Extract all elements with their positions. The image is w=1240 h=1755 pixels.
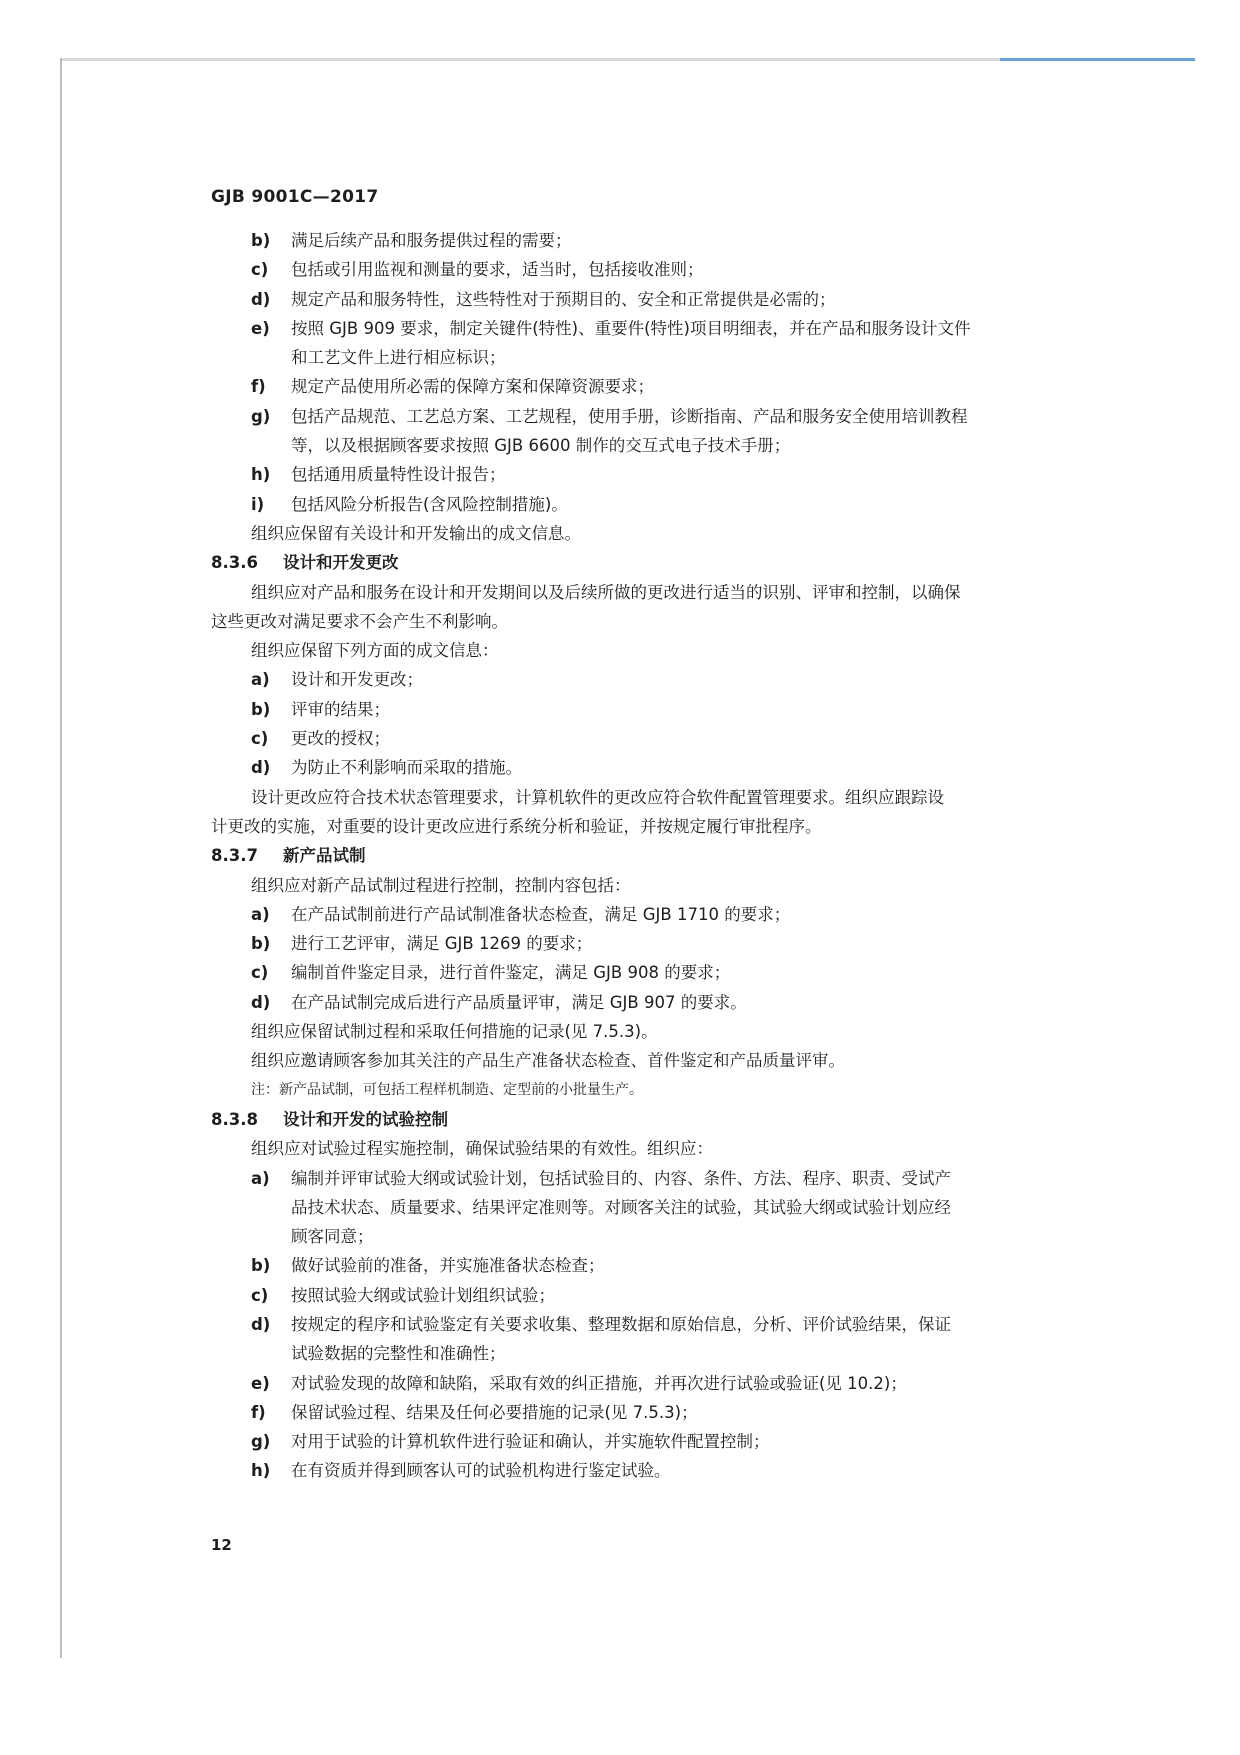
- list-item: [211, 958, 1091, 987]
- list-item-text: [291, 1427, 1091, 1456]
- list-item-line: 包括通用质量特性设计报告；: [291, 465, 506, 485]
- list-item-text: [291, 1456, 1091, 1485]
- list-item-text: [291, 665, 1091, 694]
- list-item-text: [291, 1281, 1091, 1310]
- list-item-label: a): [251, 904, 270, 924]
- section-heading-8-3-8: [211, 1105, 1091, 1134]
- list-item-line: 在产品试制完成后进行产品质量评审，满足 GJB 907 的要求。: [291, 992, 747, 1012]
- section-title: 设计和开发更改: [283, 553, 399, 573]
- list-item-text: [291, 314, 1091, 373]
- page-content: [211, 226, 1091, 1486]
- paragraph: 组织应保留有关设计和开发输出的成文信息。: [251, 523, 581, 543]
- list-item-label: a): [251, 670, 270, 690]
- list-item: [211, 900, 1091, 929]
- list-item-text: [291, 1164, 1091, 1252]
- list-item-text: [291, 1251, 1091, 1280]
- list-item-label: e): [251, 1373, 270, 1393]
- list-item-line: 在产品试制前进行产品试制准备状态检查，满足 GJB 1710 的要求；: [291, 904, 791, 924]
- list-item-label: b): [251, 1256, 271, 1276]
- list-item-text: [291, 226, 1091, 255]
- list-item-label: d): [251, 289, 271, 309]
- list-item-line: 包括风险分析报告(含风险控制措施)。: [291, 494, 568, 514]
- scan-top-accent: [1000, 58, 1195, 61]
- list-item-line: 和工艺文件上进行相应标识；: [291, 348, 506, 368]
- list-item-line: 规定产品和服务特性，这些特性对于预期目的、安全和正常提供是必需的；: [291, 289, 836, 309]
- list-item-text: [291, 1398, 1091, 1427]
- paragraph-line: 设计更改应符合技术状态管理要求，计算机软件的更改应符合软件配置管理要求。组织应跟踪设: [251, 787, 944, 807]
- list-item-line: 编制首件鉴定目录，进行首件鉴定，满足 GJB 908 的要求；: [291, 963, 731, 983]
- list-item: [211, 724, 1091, 753]
- paragraph: 组织应保留试制过程和采取任何措施的记录(见 7.5.3)。: [251, 1022, 658, 1042]
- list-item: [211, 402, 1091, 461]
- list-item: [211, 285, 1091, 314]
- list-item: [211, 460, 1091, 489]
- paragraph: 组织应对新产品试制过程进行控制，控制内容包括：: [251, 875, 631, 895]
- paragraph-line: 计更改的实施，对重要的设计更改应进行系统分析和验证，并按规定履行审批程序。: [211, 816, 822, 836]
- list-item: [211, 255, 1091, 284]
- list-item-label: g): [251, 1432, 271, 1452]
- section-title: 设计和开发的试验控制: [283, 1109, 448, 1129]
- list-item-line: 按规定的程序和试验鉴定有关要求收集、整理数据和原始信息，分析、评价试验结果，保证: [291, 1314, 951, 1334]
- list-item-label: b): [251, 699, 271, 719]
- paragraph: 组织应邀请顾客参加其关注的产品生产准备状态检查、首件鉴定和产品质量评审。: [251, 1051, 845, 1071]
- list-item: [211, 929, 1091, 958]
- list-item-label: g): [251, 406, 271, 426]
- list-item: [211, 1281, 1091, 1310]
- list-item-label: i): [251, 494, 265, 514]
- scan-left-border: [60, 58, 62, 1658]
- list-item: [211, 695, 1091, 724]
- list-item-line: 包括产品规范、工艺总方案、工艺规程，使用手册，诊断指南、产品和服务安全使用培训教程: [291, 406, 968, 426]
- list-item-label: c): [251, 963, 269, 983]
- list-item-text: [291, 490, 1091, 519]
- list-item-text: [291, 724, 1091, 753]
- list-item-line: 品技术状态、质量要求、结果评定准则等。对顾客关注的试验，其试验大纲或试验计划应经: [291, 1197, 951, 1217]
- change-info-list: [211, 665, 1091, 782]
- list-item: [211, 1456, 1091, 1485]
- list-item: [211, 665, 1091, 694]
- list-item-text: [291, 460, 1091, 489]
- section-number: 8.3.6: [211, 553, 258, 573]
- paragraph: 组织应保留下列方面的成文信息：: [251, 641, 499, 661]
- list-item-label: b): [251, 231, 271, 250]
- list-item-text: [291, 958, 1091, 987]
- list-item-label: c): [251, 260, 269, 280]
- list-item-text: [291, 929, 1091, 958]
- list-item: [211, 988, 1091, 1017]
- list-item-line: 试验数据的完整性和准确性；: [291, 1344, 506, 1364]
- list-item-line: 按照试验大纲或试验计划组织试验；: [291, 1285, 555, 1305]
- list-item-text: [291, 988, 1091, 1017]
- list-item-text: [291, 1310, 1091, 1369]
- list-item-label: b): [251, 934, 271, 954]
- list-item-line: 在有资质并得到顾客认可的试验机构进行鉴定试验。: [291, 1461, 671, 1481]
- list-item: [211, 1164, 1091, 1252]
- list-item-line: 包括或引用监视和测量的要求，适当时，包括接收准则；: [291, 260, 704, 280]
- list-item-line: 编制并评审试验大纲或试验计划，包括试验目的、内容、条件、方法、程序、职责、受试产: [291, 1168, 951, 1188]
- list-item-line: 规定产品使用所必需的保障方案和保障资源要求；: [291, 377, 654, 397]
- list-item-line: 等，以及根据顾客要求按照 GJB 6600 制作的交互式电子技术手册；: [291, 436, 791, 456]
- list-item-text: [291, 402, 1091, 461]
- list-item-label: d): [251, 1314, 271, 1334]
- paragraph: 组织应对试验过程实施控制，确保试验结果的有效性。组织应：: [251, 1139, 713, 1159]
- list-item-line: 更改的授权；: [291, 729, 390, 749]
- list-item: [211, 372, 1091, 401]
- section-title: 新产品试制: [283, 846, 366, 866]
- list-item: [211, 1369, 1091, 1398]
- standard-code: GJB 9001C—2017: [211, 187, 379, 207]
- test-control-list: [211, 1164, 1091, 1486]
- page-number: 12: [211, 1536, 232, 1554]
- section-heading-8-3-6: [211, 548, 1091, 577]
- paragraph-line: 这些更改对满足要求不会产生不利影响。: [211, 611, 508, 631]
- note: 注：新产品试制，可包括工程样机制造、定型前的小批量生产。: [251, 1081, 643, 1098]
- list-item-label: f): [251, 1402, 266, 1422]
- list-item-line: 为防止不利影响而采取的措施。: [291, 758, 522, 778]
- list-item: [211, 753, 1091, 782]
- list-item-text: [291, 372, 1091, 401]
- list-item-label: c): [251, 1285, 269, 1305]
- list-item-text: [291, 695, 1091, 724]
- list-item: [211, 314, 1091, 373]
- list-item-label: d): [251, 758, 271, 778]
- list-item-line: 满足后续产品和服务提供过程的需要；: [291, 231, 572, 250]
- trial-production-list: [211, 900, 1091, 1017]
- list-item-label: h): [251, 465, 271, 485]
- list-item: [211, 1427, 1091, 1456]
- section-number: 8.3.8: [211, 1109, 258, 1129]
- list-item: [211, 226, 1091, 255]
- list-item-label: f): [251, 377, 266, 397]
- paragraph-line: 组织应对产品和服务在设计和开发期间以及后续所做的更改进行适当的识别、评审和控制，以确保: [251, 582, 961, 602]
- list-item: [211, 490, 1091, 519]
- list-item-line: 评审的结果；: [291, 699, 390, 719]
- list-item-line: 保留试验过程、结果及任何必要措施的记录(见 7.5.3)；: [291, 1402, 698, 1422]
- list-item-text: [291, 1369, 1091, 1398]
- list-item-line: 对试验发现的故障和缺陷，采取有效的纠正措施，并再次进行试验或验证(见 10.2)；: [291, 1373, 907, 1393]
- list-item-text: [291, 285, 1091, 314]
- list-item-line: 按照 GJB 909 要求，制定关键件(特性)、重要件(特性)项目明细表，并在产品和服务设计文件: [291, 318, 971, 338]
- list-item-text: [291, 255, 1091, 284]
- section-number: 8.3.7: [211, 846, 258, 866]
- list-item-label: e): [251, 318, 270, 338]
- list-item-line: 对用于试验的计算机软件进行验证和确认，并实施软件配置控制；: [291, 1432, 770, 1452]
- list-item-line: 顾客同意；: [291, 1227, 374, 1247]
- list-item-label: d): [251, 992, 271, 1012]
- list-item: [211, 1398, 1091, 1427]
- list-item-line: 设计和开发更改；: [291, 670, 423, 690]
- list-item-line: 做好试验前的准备，并实施准备状态检查；: [291, 1256, 605, 1276]
- list-item: [211, 1310, 1091, 1369]
- list-item: [211, 1251, 1091, 1280]
- list-item-label: a): [251, 1168, 270, 1188]
- output-requirements-list: [211, 226, 1091, 519]
- section-heading-8-3-7: [211, 841, 1091, 870]
- list-item-text: [291, 753, 1091, 782]
- list-item-line: 进行工艺评审，满足 GJB 1269 的要求；: [291, 934, 593, 954]
- list-item-text: [291, 900, 1091, 929]
- list-item-label: h): [251, 1461, 271, 1481]
- list-item-label: c): [251, 729, 269, 749]
